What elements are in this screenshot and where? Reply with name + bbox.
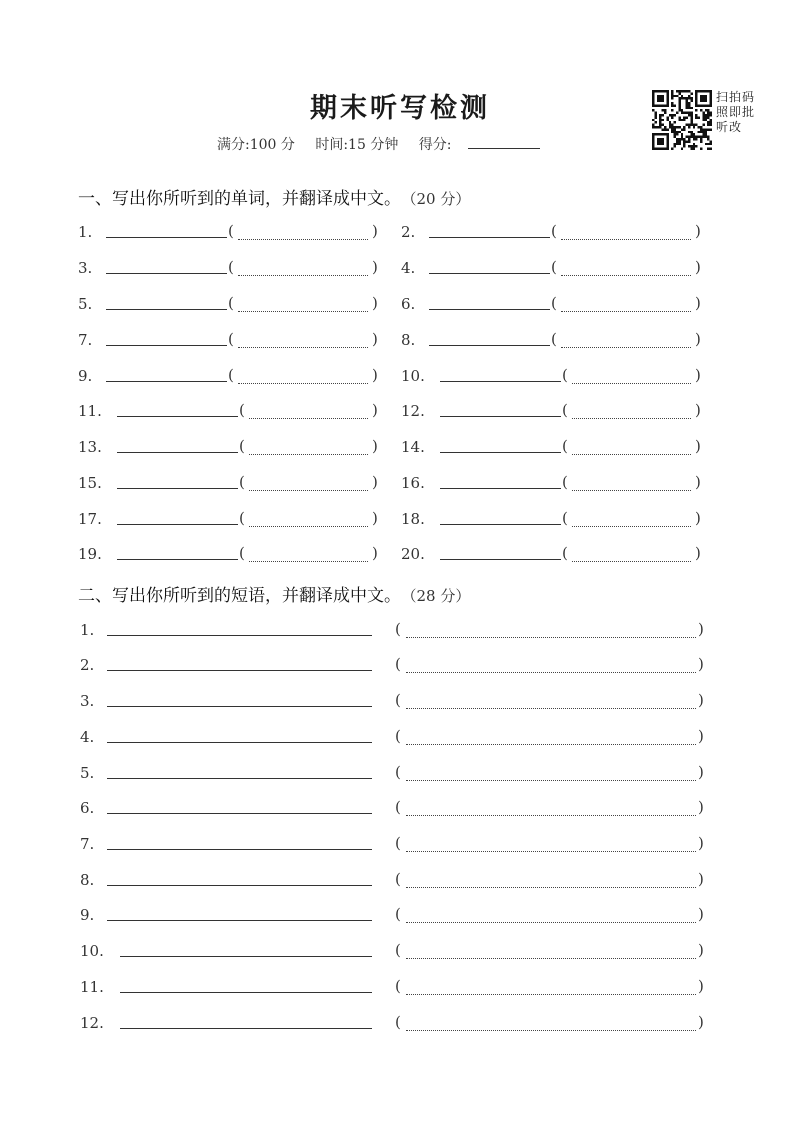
item-number: 9. — [78, 367, 93, 385]
close-paren: ) — [372, 366, 378, 384]
item-number: 15. — [78, 474, 102, 492]
phrase-row — [0, 650, 800, 680]
answer-line[interactable] — [107, 670, 372, 671]
open-paren: ( — [395, 727, 401, 745]
translation-line[interactable] — [406, 851, 696, 852]
close-paren: ) — [695, 437, 701, 455]
open-paren: ( — [395, 1013, 401, 1031]
word-item — [78, 361, 388, 391]
answer-line[interactable] — [106, 345, 227, 346]
word-row — [0, 289, 800, 319]
answer-line[interactable] — [120, 1028, 372, 1029]
item-number: 20. — [401, 545, 425, 563]
item-number: 5. — [78, 295, 93, 313]
translation-line[interactable] — [572, 561, 691, 562]
open-paren: ( — [239, 437, 245, 455]
qr-code-icon — [652, 90, 712, 150]
open-paren: ( — [228, 366, 234, 384]
open-paren: ( — [395, 941, 401, 959]
open-paren: ( — [562, 544, 568, 562]
word-item — [401, 504, 711, 534]
translation-line[interactable] — [406, 994, 696, 995]
item-number: 5. — [80, 764, 95, 782]
item-number: 6. — [80, 799, 95, 817]
word-row — [0, 253, 800, 283]
translation-line[interactable] — [572, 383, 691, 384]
open-paren: ( — [239, 401, 245, 419]
word-item — [78, 432, 388, 462]
answer-line[interactable] — [440, 488, 561, 489]
open-paren: ( — [239, 473, 245, 491]
item-number: 7. — [80, 835, 95, 853]
word-item — [401, 432, 711, 462]
close-paren: ) — [695, 509, 701, 527]
word-row — [0, 432, 800, 462]
item-number: 2. — [80, 656, 95, 674]
answer-line[interactable] — [440, 381, 561, 382]
open-paren: ( — [562, 401, 568, 419]
word-row — [0, 325, 800, 355]
translation-line[interactable] — [406, 922, 696, 923]
item-number: 3. — [80, 692, 95, 710]
close-paren: ) — [695, 222, 701, 240]
word-item — [78, 325, 388, 355]
word-item — [78, 539, 388, 569]
translation-line[interactable] — [561, 275, 691, 276]
close-paren: ) — [698, 905, 704, 923]
translation-line[interactable] — [238, 347, 368, 348]
item-number: 1. — [78, 223, 93, 241]
open-paren: ( — [562, 509, 568, 527]
open-paren: ( — [395, 620, 401, 638]
word-row — [0, 468, 800, 498]
answer-line[interactable] — [117, 559, 238, 560]
translation-line[interactable] — [406, 637, 696, 638]
word-row — [0, 396, 800, 426]
word-item — [78, 217, 388, 247]
close-paren: ) — [695, 258, 701, 276]
close-paren: ) — [372, 401, 378, 419]
word-item — [78, 504, 388, 534]
translation-line[interactable] — [572, 418, 691, 419]
open-paren: ( — [228, 222, 234, 240]
word-item — [401, 468, 711, 498]
open-paren: ( — [395, 870, 401, 888]
answer-line[interactable] — [106, 237, 227, 238]
item-number: 11. — [78, 402, 102, 420]
open-paren: ( — [562, 473, 568, 491]
close-paren: ) — [372, 437, 378, 455]
close-paren: ) — [695, 330, 701, 348]
translation-line[interactable] — [561, 239, 691, 240]
close-paren: ) — [698, 834, 704, 852]
close-paren: ) — [698, 1013, 704, 1031]
word-row — [0, 539, 800, 569]
close-paren: ) — [695, 294, 701, 312]
word-row — [0, 217, 800, 247]
word-item — [401, 253, 711, 283]
answer-line[interactable] — [107, 635, 372, 636]
phrase-row — [0, 900, 800, 930]
open-paren: ( — [239, 509, 245, 527]
answer-line[interactable] — [117, 452, 238, 453]
item-number: 3. — [78, 259, 93, 277]
open-paren: ( — [551, 258, 557, 276]
close-paren: ) — [695, 473, 701, 491]
phrase-row — [0, 1008, 800, 1038]
close-paren: ) — [695, 544, 701, 562]
translation-line[interactable] — [238, 275, 368, 276]
close-paren: ) — [372, 294, 378, 312]
item-number: 6. — [401, 295, 416, 313]
answer-line[interactable] — [107, 742, 372, 743]
answer-line[interactable] — [429, 273, 550, 274]
open-paren: ( — [395, 905, 401, 923]
translation-line[interactable] — [561, 347, 691, 348]
translation-line[interactable] — [249, 526, 368, 527]
word-item — [401, 539, 711, 569]
phrase-row — [0, 972, 800, 1002]
translation-line[interactable] — [406, 815, 696, 816]
word-item — [78, 289, 388, 319]
item-number: 2. — [401, 223, 416, 241]
answer-line[interactable] — [440, 452, 561, 453]
open-paren: ( — [551, 294, 557, 312]
phrase-row — [0, 615, 800, 645]
item-number: 13. — [78, 438, 102, 456]
section-2-title — [78, 581, 470, 606]
qr-caption: 扫拍码照即批听改 — [716, 90, 756, 134]
item-number: 8. — [80, 871, 95, 889]
close-paren: ) — [372, 222, 378, 240]
answer-line[interactable] — [429, 237, 550, 238]
phrase-row — [0, 722, 800, 752]
open-paren: ( — [228, 258, 234, 276]
close-paren: ) — [372, 473, 378, 491]
section-2-heading: 二、写出你所听到的短语，并翻译成中文。 — [78, 586, 401, 606]
answer-line[interactable] — [107, 813, 372, 814]
item-number: 19. — [78, 545, 102, 563]
close-paren: ) — [372, 544, 378, 562]
answer-line[interactable] — [106, 381, 227, 382]
exam-meta — [217, 134, 540, 154]
word-item — [78, 253, 388, 283]
answer-line[interactable] — [440, 559, 561, 560]
answer-line[interactable] — [117, 488, 238, 489]
item-number: 18. — [401, 510, 425, 528]
close-paren: ) — [695, 366, 701, 384]
phrase-row — [0, 865, 800, 895]
phrase-row — [0, 936, 800, 966]
translation-line[interactable] — [406, 887, 696, 888]
open-paren: ( — [395, 834, 401, 852]
answer-line[interactable] — [106, 273, 227, 274]
answer-line[interactable] — [107, 706, 372, 707]
section-1-points: （20 分） — [409, 190, 471, 208]
word-item — [401, 361, 711, 391]
open-paren: ( — [228, 330, 234, 348]
word-item — [401, 325, 711, 355]
item-number: 12. — [401, 402, 425, 420]
translation-line[interactable] — [238, 383, 368, 384]
open-paren: ( — [395, 691, 401, 709]
word-item — [401, 217, 711, 247]
close-paren: ) — [695, 401, 701, 419]
translation-line[interactable] — [406, 672, 696, 673]
close-paren: ) — [698, 727, 704, 745]
translation-line[interactable] — [406, 780, 696, 781]
word-row — [0, 504, 800, 534]
word-item — [401, 289, 711, 319]
close-paren: ) — [372, 258, 378, 276]
answer-line[interactable] — [107, 778, 372, 779]
answer-line[interactable] — [107, 920, 372, 921]
close-paren: ) — [698, 798, 704, 816]
open-paren: ( — [228, 294, 234, 312]
open-paren: ( — [239, 544, 245, 562]
item-number: 8. — [401, 331, 416, 349]
translation-line[interactable] — [249, 490, 368, 491]
translation-line[interactable] — [572, 454, 691, 455]
answer-line[interactable] — [107, 849, 372, 850]
close-paren: ) — [698, 941, 704, 959]
translation-line[interactable] — [406, 958, 696, 959]
translation-line[interactable] — [238, 311, 368, 312]
time-limit: 时间:15 分钟 — [315, 137, 399, 153]
item-number: 17. — [78, 510, 102, 528]
full-marks: 满分:100 分 — [217, 137, 295, 153]
phrase-row — [0, 829, 800, 859]
close-paren: ) — [698, 763, 704, 781]
answer-line[interactable] — [429, 345, 550, 346]
open-paren: ( — [562, 366, 568, 384]
item-number: 7. — [78, 331, 93, 349]
answer-line[interactable] — [440, 524, 561, 525]
answer-line[interactable] — [120, 992, 372, 993]
open-paren: ( — [395, 977, 401, 995]
answer-line[interactable] — [120, 956, 372, 957]
phrase-row — [0, 686, 800, 716]
item-number: 14. — [401, 438, 425, 456]
item-number: 9. — [80, 906, 95, 924]
open-paren: ( — [551, 222, 557, 240]
section-1-heading: 一、写出你所听到的单词，并翻译成中文。 — [78, 189, 401, 209]
translation-line[interactable] — [572, 526, 691, 527]
item-number: 11. — [80, 978, 104, 996]
item-number: 10. — [80, 942, 104, 960]
answer-line[interactable] — [106, 309, 227, 310]
open-paren: ( — [551, 330, 557, 348]
item-number: 1. — [80, 621, 95, 639]
translation-line[interactable] — [406, 1030, 696, 1031]
open-paren: ( — [562, 437, 568, 455]
translation-line[interactable] — [561, 311, 691, 312]
close-paren: ) — [372, 330, 378, 348]
translation-line[interactable] — [238, 239, 368, 240]
word-item — [401, 396, 711, 426]
answer-line[interactable] — [440, 416, 561, 417]
section-1-title — [78, 184, 470, 209]
translation-line[interactable] — [249, 561, 368, 562]
item-number: 10. — [401, 367, 425, 385]
answer-line[interactable] — [117, 524, 238, 525]
item-number: 16. — [401, 474, 425, 492]
translation-line[interactable] — [249, 454, 368, 455]
close-paren: ) — [698, 655, 704, 673]
close-paren: ) — [698, 870, 704, 888]
word-row — [0, 361, 800, 391]
translation-line[interactable] — [406, 744, 696, 745]
open-paren: ( — [395, 798, 401, 816]
section-2-points: （28 分） — [409, 587, 471, 605]
answer-line[interactable] — [117, 416, 238, 417]
answer-line[interactable] — [107, 885, 372, 886]
close-paren: ) — [372, 509, 378, 527]
translation-line[interactable] — [249, 418, 368, 419]
item-number: 4. — [80, 728, 95, 746]
phrase-row — [0, 758, 800, 788]
close-paren: ) — [698, 691, 704, 709]
score-blank[interactable] — [468, 136, 540, 149]
word-item — [78, 468, 388, 498]
phrase-row — [0, 793, 800, 823]
answer-line[interactable] — [429, 309, 550, 310]
translation-line[interactable] — [406, 708, 696, 709]
open-paren: ( — [395, 655, 401, 673]
item-number: 4. — [401, 259, 416, 277]
word-item — [78, 396, 388, 426]
item-number: 12. — [80, 1014, 104, 1032]
translation-line[interactable] — [572, 490, 691, 491]
score-label: 得分: — [418, 137, 452, 153]
open-paren: ( — [395, 763, 401, 781]
close-paren: ) — [698, 620, 704, 638]
page-title: 期末听写检测 — [310, 93, 490, 124]
close-paren: ) — [698, 977, 704, 995]
